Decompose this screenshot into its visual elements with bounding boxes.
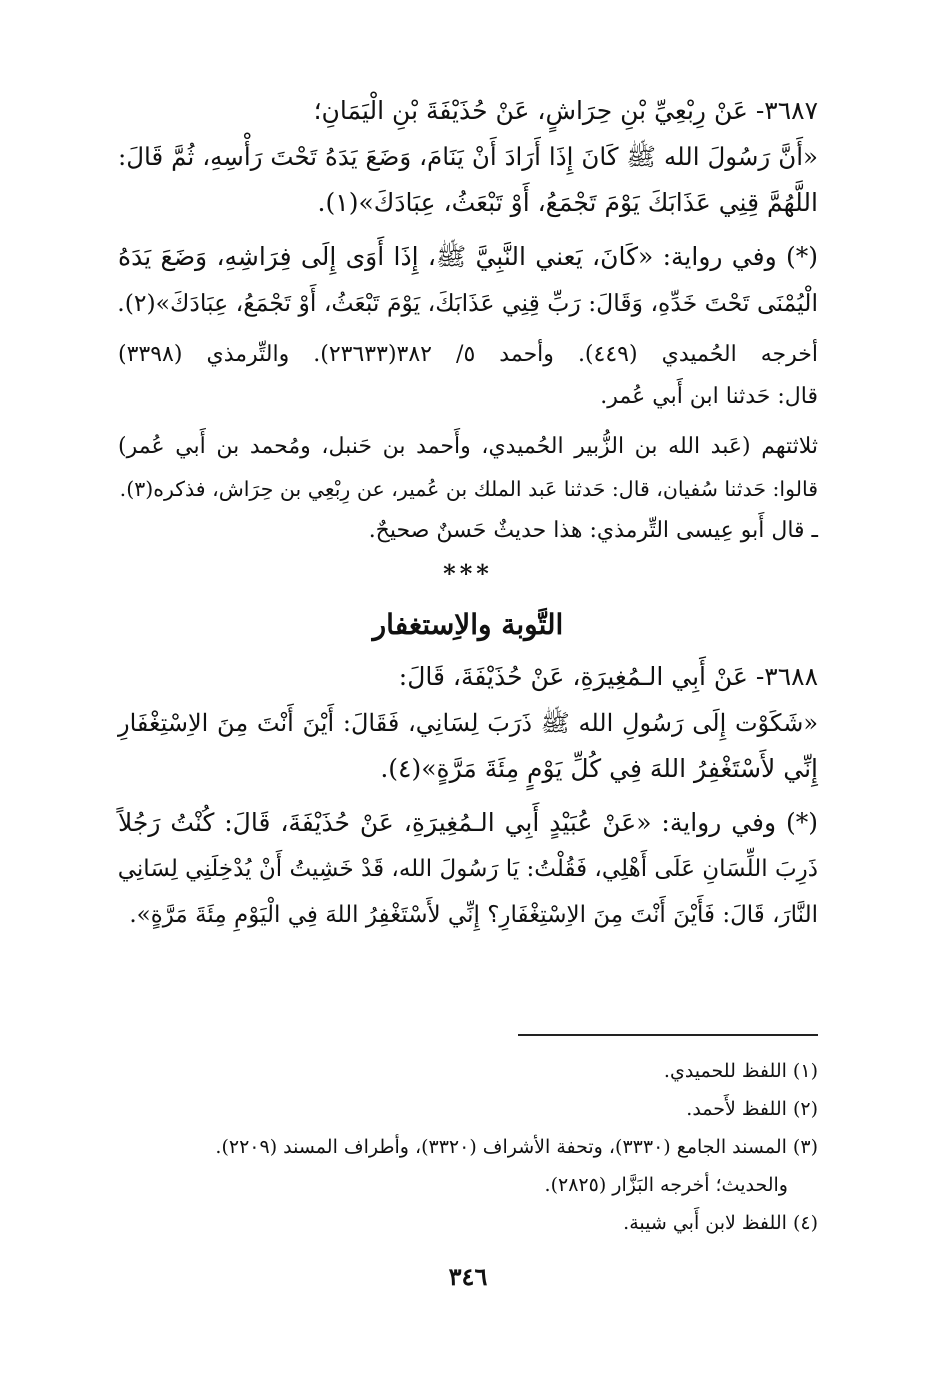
hadith-3687-takhrij-line: ثلاثتهم (عَبد الله بن الزُّبير الحُميدي، وأَحمد بن حَنبل، ومُحمد بن أَبي عُمر) (118, 434, 818, 459)
hadith-3688-text-line: «شَكَوْت إِلَى رَسُولِ الله ﷺ ذَرَبَ لِسَانِي، فَقَالَ: أَيْنَ أَنْتَ مِنَ الاِسْتِغْفَارِ (118, 709, 819, 737)
hadith-3687-takhrij-line: قالوا: حَدثنا سُفيان، قال: حَدثنا عَبد الملك بن عُمير، عن رِبْعِي بن حِرَاش، فذكره(٣). (119, 477, 818, 501)
footnote: (٢) اللفظ لأَحمد. (686, 1098, 818, 1120)
hadith-3687-title: ٣٦٨٧- عَنْ رِبْعِيِّ بْنِ حِرَاشٍ، عَنْ حُذَيْفَةَ بْنِ الْيَمَانِ؛ (313, 96, 818, 125)
footnote: (٤) اللفظ لابن أَبي شيبة. (623, 1212, 818, 1234)
footnote: (٣) المسند الجامع (٣٣٣٠)، وتحفة الأشراف (٣٣٢٠)، وأطراف المسند (٢٢٠٩). (215, 1136, 818, 1158)
section-separator: *** (443, 559, 493, 588)
hadith-3688-text-line: إِنِّي لأَسْتَغْفِرُ اللهَ فِي كُلِّ يَوْمٍ مِئَةَ مَرَّةٍ»(٤). (380, 754, 818, 783)
hadith-3687-variant-line: الْيُمْنَى تَحْتَ خَدِّهِ، وَقَالَ: رَبِّ قِنِي عَذَابَكَ، يَوْمَ تَبْعَثُ، أَوْ تَجْمَعُ، عِبَادَكَ»(٢). (117, 289, 818, 317)
hadith-3688-variant-line: (*) وفي رواية: «عَنْ عُبَيْدٍ أَبِي الـمُغِيرَةِ، عَنْ حُذَيْفَةَ، قَالَ: كُنْتُ رَجُلاً (118, 808, 818, 837)
hadith-3687-text-line: اللَّهُمَّ قِنِي عَذَابَكَ يَوْمَ تَجْمَعُ، أَوْ تَبْعَثُ، عِبَادَكَ»(١). (317, 188, 818, 217)
page-number: ٣٤٦ (448, 1262, 488, 1291)
hadith-3687-takhrij-line: أخرجه الحُميدي (٤٤٩). وأحمد ٥/ ٣٨٢(٢٣٦٣٣). والتِّرمذي (٣٣٩٨) (118, 342, 819, 367)
hadith-3687-takhrij-line: قال: حَدثنا ابن أَبي عُمر. (600, 384, 818, 409)
hadith-3688-variant-line: النَّارَ، قَالَ: فَأَيْنَ أَنْتَ مِنَ الاِسْتِغْفَارِ؟ إِنِّي لأَسْتَغْفِرُ اللهَ فِي الْيَوْمِ مِئَةَ مَرَّةٍ». (129, 902, 818, 928)
footnote: والحديث؛ أخرجه البَزَّار (٢٨٢٥). (544, 1174, 788, 1196)
footnotes (118, 1052, 818, 1242)
hadith-3687-variant-line: (*) وفي رواية: «كَانَ، يَعني النَّبِيَّ ﷺ، إِذَا أَوَى إِلَى فِرَاشِهِ، وَضَعَ يَدَهُ (118, 242, 818, 271)
section-heading: التَّوبة والاِستغفار (372, 608, 564, 641)
hadith-3688-variant-line: ذَرِبَ اللِّسَانِ عَلَى أَهْلِي، فَقُلْتُ: يَا رَسُولَ الله، قَدْ خَشِيتُ أَنْ يُدْخِلَنِي لِسَانِي (117, 856, 818, 882)
hadith-3687-grading-line: ـ قال أَبو عِيسى التِّرمذي: هذا حديثٌ حَسنٌ صحيحٌ. (368, 518, 818, 543)
hadith-3688-title: ٣٦٨٨- عَنْ أَبِي الـمُغِيرَةِ، عَنْ حُذَيْفَةَ، قَالَ: (398, 662, 818, 691)
footnote-divider (518, 1034, 818, 1036)
main-text (118, 88, 818, 938)
footnote: (١) اللفظ للحميدي. (663, 1060, 818, 1082)
hadith-3687-text-line: «أَنَّ رَسُولَ الله ﷺ كَانَ إِذَا أَرَادَ أَنْ يَنَامَ، وَضَعَ يَدَهُ تَحْتَ رَأْسِهِ، ثُمَّ قَالَ: (118, 142, 818, 171)
